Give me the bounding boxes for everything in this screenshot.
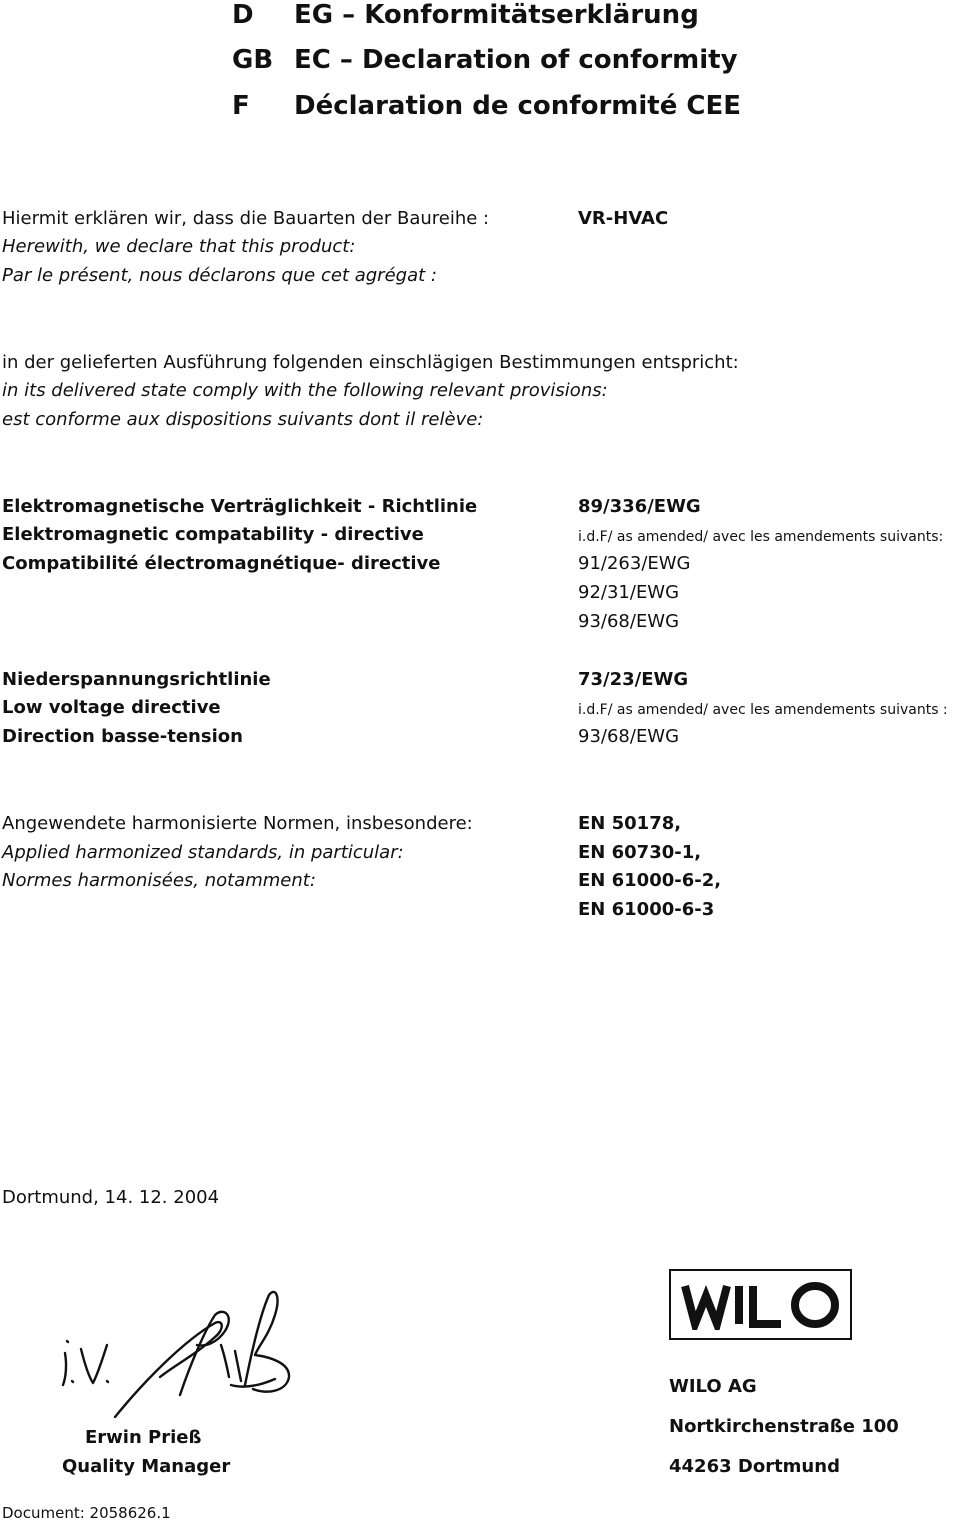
company-name: WILO AG bbox=[669, 1376, 757, 1397]
title-gb: EC – Declaration of conformity bbox=[294, 45, 738, 75]
provisions-de: in der gelieferten Ausführung folgenden einschlägigen Bestimmungen entspricht: bbox=[2, 352, 739, 373]
standards-de: Angewendete harmonisierte Normen, insbesondere: bbox=[2, 813, 473, 834]
title-de: EG – Konformitätserklärung bbox=[294, 0, 699, 30]
document-number: Document: 2058626.1 bbox=[2, 1504, 171, 1522]
company-city: 44263 Dortmund bbox=[669, 1456, 840, 1477]
standard-item: EN 61000-6-2, bbox=[578, 870, 722, 891]
emc-amended: i.d.F/ as amended/ avec les amendements suivants: bbox=[578, 529, 944, 545]
declare-fr: Par le présent, nous déclarons que cet agrégat : bbox=[2, 265, 437, 286]
signer-role: Quality Manager bbox=[62, 1456, 231, 1477]
emc-en: Elektromagnetic compatability - directive bbox=[2, 524, 424, 545]
standard-item: EN 60730-1, bbox=[578, 842, 702, 863]
wilo-logo bbox=[669, 1269, 852, 1340]
standards-fr: Normes harmonisées, notamment: bbox=[2, 870, 316, 891]
signer-name: Erwin Prieß bbox=[85, 1427, 202, 1448]
lv-en: Low voltage directive bbox=[2, 697, 221, 718]
standard-item: EN 50178, bbox=[578, 813, 682, 834]
standard-item: EN 61000-6-3 bbox=[578, 899, 715, 920]
signature-image bbox=[55, 1285, 300, 1435]
lang-code-de: D bbox=[232, 0, 254, 30]
lv-amendment: 93/68/EWG bbox=[578, 726, 680, 747]
provisions-fr: est conforme aux dispositions suivants dont il relève: bbox=[2, 409, 484, 430]
declare-en: Herewith, we declare that this product: bbox=[2, 236, 356, 257]
emc-amendment: 93/68/EWG bbox=[578, 611, 680, 632]
emc-code: 89/336/EWG bbox=[578, 496, 701, 517]
emc-fr: Compatibilité électromagnétique- directive bbox=[2, 553, 441, 574]
provisions-en: in its delivered state comply with the following relevant provisions: bbox=[2, 380, 608, 401]
product-name: VR-HVAC bbox=[578, 208, 669, 229]
place-date: Dortmund, 14. 12. 2004 bbox=[2, 1187, 220, 1208]
title-f: Déclaration de conformité CEE bbox=[294, 91, 742, 121]
company-street: Nortkirchenstraße 100 bbox=[669, 1416, 899, 1437]
emc-amendment: 91/263/EWG bbox=[578, 553, 691, 574]
declare-de: Hiermit erklären wir, dass die Bauarten der Baureihe : bbox=[2, 208, 490, 229]
standards-en: Applied harmonized standards, in particular: bbox=[2, 842, 404, 863]
lv-de: Niederspannungsrichtlinie bbox=[2, 669, 271, 690]
lv-code: 73/23/EWG bbox=[578, 669, 689, 690]
emc-de: Elektromagnetische Verträglichkeit - Richtlinie bbox=[2, 496, 478, 517]
emc-amendment: 92/31/EWG bbox=[578, 582, 680, 603]
lang-code-f: F bbox=[232, 91, 250, 121]
lv-amended: i.d.F/ as amended/ avec les amendements suivants : bbox=[578, 702, 948, 718]
lang-code-gb: GB bbox=[232, 45, 274, 75]
wilo-logo-mark bbox=[681, 1280, 841, 1330]
lv-fr: Direction basse-tension bbox=[2, 726, 243, 747]
